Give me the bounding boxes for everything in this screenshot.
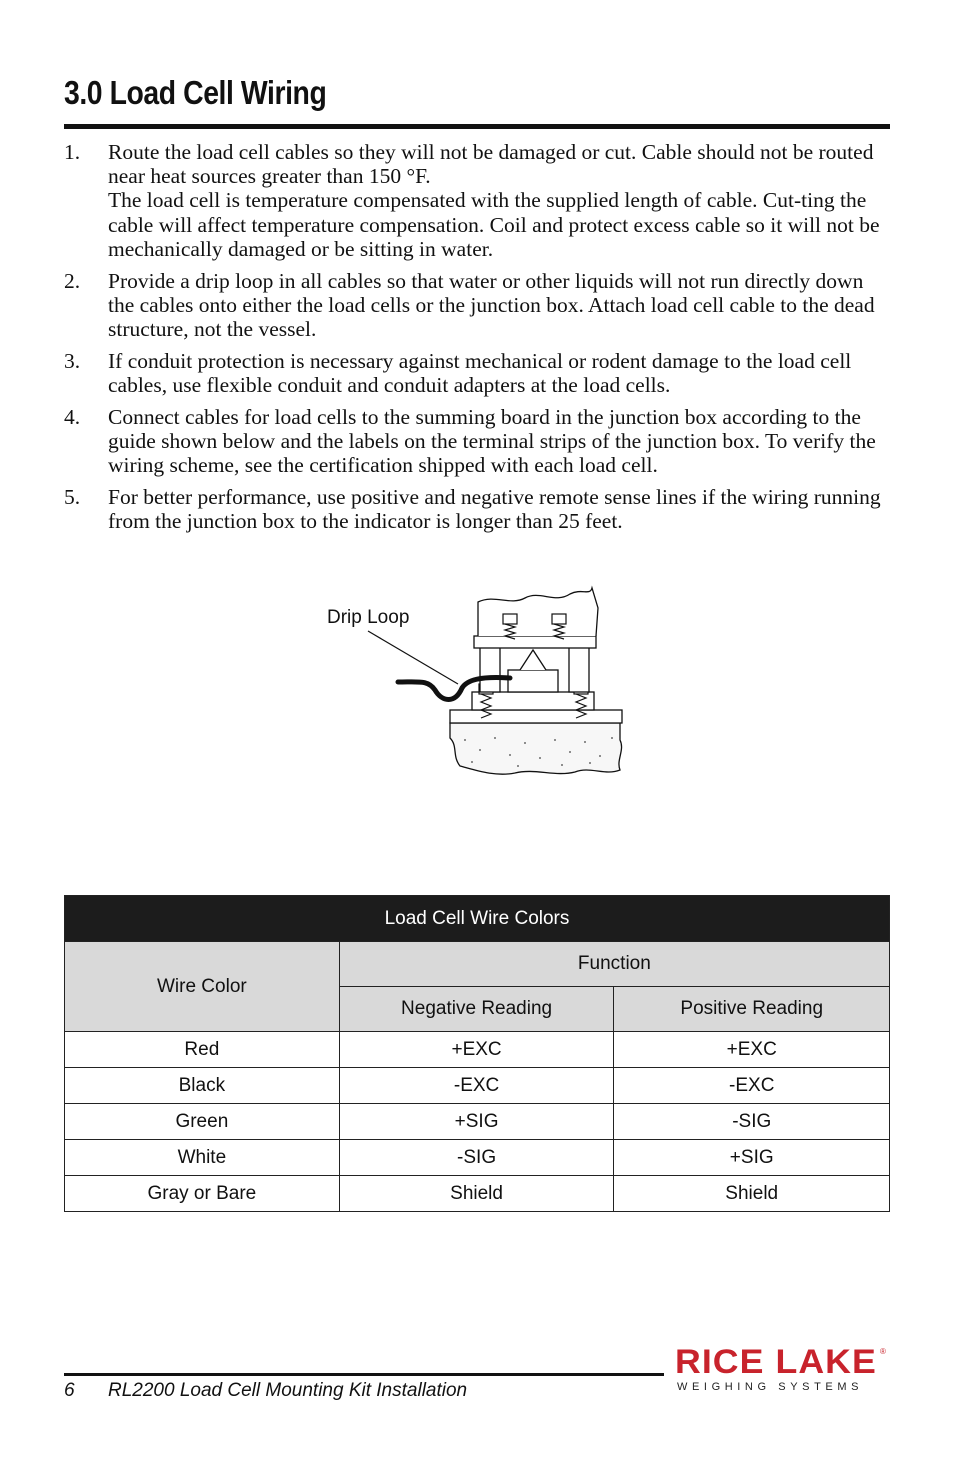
header-positive-reading: Positive Reading	[614, 987, 890, 1032]
cell-positive: +EXC	[614, 1032, 890, 1068]
cell-color: White	[65, 1140, 340, 1176]
table-title: Load Cell Wire Colors	[65, 896, 890, 942]
step-text: For better performance, use positive and negative remote sense lines if the wiring running from the junction box to the indicator is longer than 25 feet.	[108, 484, 881, 533]
mount-top-plate	[474, 636, 596, 648]
page-title: 3.0 Load Cell Wiring	[64, 74, 327, 111]
rice-lake-logo	[675, 1345, 890, 1395]
footer-rule	[64, 1373, 664, 1376]
cell-positive: Shield	[614, 1176, 890, 1212]
step-text: Route the load cell cables so they will not be damaged or cut. Cable should not be routed near heat sources greater than 150 °F.	[108, 140, 874, 189]
table-row	[65, 1104, 890, 1140]
header-wire-color: Wire Color	[65, 942, 340, 1032]
cell-color: Red	[65, 1032, 340, 1068]
step-text: Provide a drip loop in all cables so that water or other liquids will not run directly down the cables onto either the load cells or the junction box. Attach load cell cable to the dead structure, not the vessel.	[108, 268, 875, 341]
cell-negative: -SIG	[339, 1140, 614, 1176]
step-number: 5.	[64, 484, 81, 509]
step-text: The load cell is temperature compensated with the supplied length of cable. Cut-ting the cable will affect temperature compensation. Coil and protect excess cable so it will not be mechanically damaged or be sitting in water.	[108, 188, 880, 261]
cell-negative: +SIG	[339, 1104, 614, 1140]
header-function: Function	[339, 942, 889, 987]
cell-negative: +EXC	[339, 1032, 614, 1068]
step-text: Connect cables for load cells to the summing board in the junction box according to the guide shown below and the labels on the terminal strips of the junction box. To verify the wiring scheme, see the certification shipped with each load cell.	[108, 404, 876, 477]
mount-bottom-plate	[472, 692, 594, 710]
cell-color: Gray or Bare	[65, 1176, 340, 1212]
base-plate	[450, 710, 622, 723]
vessel-structure	[478, 588, 598, 636]
left-post	[480, 646, 500, 692]
steps-list	[64, 140, 888, 541]
list-item	[64, 405, 888, 478]
logo-wordmark: RICE LAKE	[675, 1343, 877, 1381]
wire-color-table	[64, 895, 890, 1212]
table-row	[65, 1176, 890, 1212]
concrete-foundation	[450, 723, 622, 774]
list-item	[64, 269, 888, 342]
step-number: 1.	[64, 140, 81, 164]
logo-registered-mark: ®	[880, 1347, 886, 1356]
logo-tagline: WEIGHING SYSTEMS	[677, 1381, 864, 1393]
drip-loop-label: Drip Loop	[327, 607, 410, 628]
load-cell-body	[508, 670, 558, 692]
cell-color: Green	[65, 1104, 340, 1140]
page-number: 6	[64, 1380, 75, 1401]
document-title: RL2200 Load Cell Mounting Kit Installation	[108, 1380, 468, 1401]
cell-negative: -EXC	[339, 1068, 614, 1104]
load-cell-mount-illustration	[320, 580, 640, 790]
title-rule	[64, 124, 890, 129]
table-row	[65, 1140, 890, 1176]
header-negative-reading: Negative Reading	[339, 987, 614, 1032]
step-text: If conduit protection is necessary against mechanical or rodent damage to the load cell cables, use flexible conduit and conduit adapters at the load cells.	[108, 348, 852, 397]
step-number: 3.	[64, 348, 81, 373]
step-number: 2.	[64, 268, 81, 293]
cell-positive: -SIG	[614, 1104, 890, 1140]
table-row	[65, 1032, 890, 1068]
cell-color: Black	[65, 1068, 340, 1104]
cell-positive: -EXC	[614, 1068, 890, 1104]
cell-positive: +SIG	[614, 1140, 890, 1176]
load-pin	[520, 650, 546, 670]
list-item	[64, 485, 888, 533]
cell-negative: Shield	[339, 1176, 614, 1212]
list-item	[64, 140, 888, 261]
step-number: 4.	[64, 404, 81, 429]
right-post	[569, 646, 589, 692]
list-item	[64, 349, 888, 397]
leader-line	[368, 631, 458, 684]
table-row	[65, 1068, 890, 1104]
